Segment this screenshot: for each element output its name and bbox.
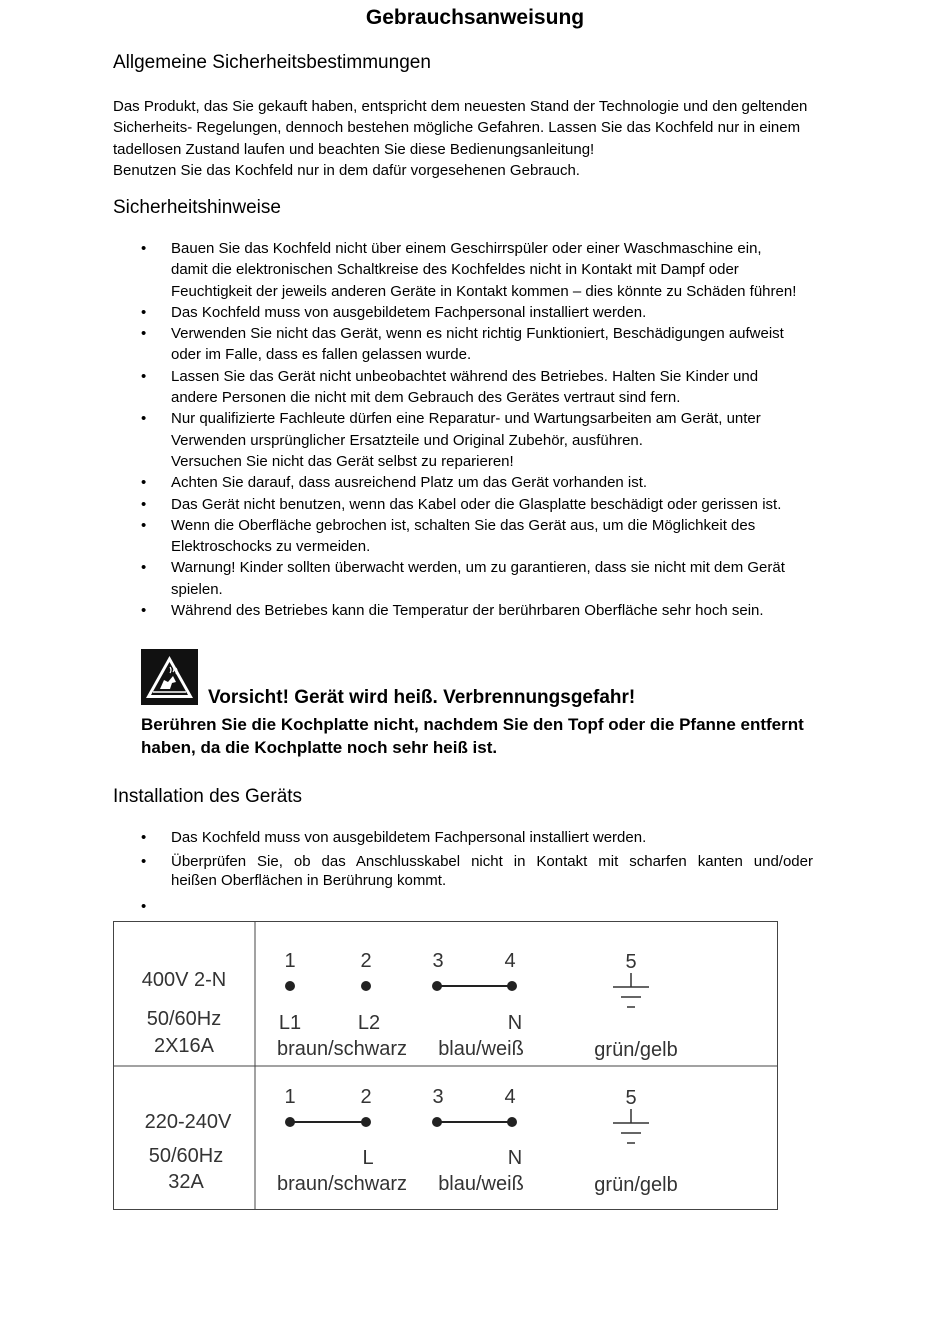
list-item-line: damit die elektronischen Schaltkreise des Kochfeldes nicht in Kontakt mit Dampf oder [171,261,739,279]
list-item [113,600,843,621]
section-heading-installation: Installation des Geräts [113,786,303,807]
wiring-row-230v [145,1086,678,1196]
bullet-icon: • [141,829,147,846]
line-label: L1 [278,1012,302,1034]
list-item-line [171,896,813,917]
warning-text [141,713,861,759]
bullet-icon: • [141,325,147,343]
list-item-line: Versuchen Sie nicht das Gerät selbst zu reparieren! [171,452,514,470]
wire-color: grün/gelb [594,1174,678,1196]
wire-color: blau/weiß [438,1038,524,1060]
list-item-line: Während des Betriebes kann die Temperatur der berührbaren Oberfläche sehr hoch sein. [171,602,764,620]
bullet-icon: • [141,559,147,577]
general-safety-paragraph [113,96,873,181]
section-heading-general-safety: Allgemeine Sicherheitsbestimmungen [113,52,431,73]
wire-color: braun/schwarz [276,1173,408,1195]
list-item [113,852,813,890]
safety-notes-list [113,238,843,621]
list-item-line: Nur qualifizierte Fachleute dürfen eine Reparatur- und Wartungsarbeiten am Gerät, unter [171,410,761,428]
list-item [113,515,843,558]
list-item [113,827,813,848]
bullet-icon: • [141,516,147,534]
line-label: N [507,1147,523,1169]
wire-color: braun/schwarz [276,1038,408,1060]
list-item [113,472,843,493]
list-item-line: Warnung! Kinder sollten überwacht werden, um zu garantieren, dass sie nicht mit dem Gerät [171,559,785,577]
list-item-line: Das Kochfeld muss von ausgebildetem Fachpersonal installiert werden. [171,829,647,846]
terminal-dot [285,981,295,991]
terminal-number: 1 [284,950,296,972]
warning-headline: Vorsicht! Gerät wird heiß. Verbrennungsgefahr! [208,687,636,708]
hot-surface-warning-icon [141,649,198,705]
spec-current: 2X16A [153,1035,215,1057]
list-item-line: andere Personen die nicht mit dem Gebrauch des Gerätes vertraut sind fern. [171,389,681,407]
terminal-number: 4 [504,1086,516,1108]
terminal-number: 2 [360,950,372,972]
terminal-number: 5 [625,1087,637,1109]
list-item-line: Bauen Sie das Kochfeld nicht über einem Geschirrspüler oder einer Waschmaschine ein, [171,240,762,257]
spec-frequency: 50/60Hz [148,1145,224,1167]
terminal-number: 3 [432,950,444,972]
bullet-icon: • [141,474,147,492]
installation-list [113,827,813,918]
list-item [113,896,813,917]
bullet-icon: • [141,602,147,620]
list-item [113,557,843,600]
section-heading-safety-notes: Sicherheitshinweise [113,197,281,218]
wiring-row-400v [142,950,678,1061]
spec-voltage: 400V 2-N [141,969,227,991]
list-item [113,408,843,472]
list-item [113,494,843,515]
bullet-icon: • [141,495,147,513]
terminal-number: 2 [360,1086,372,1108]
terminal-number: 3 [432,1086,444,1108]
bullet-icon: • [141,898,147,916]
warning-line: Berühren Sie die Kochplatte nicht, nachdem Sie den Topf oder die Pfanne entfernt [141,715,804,734]
wire-color: blau/weiß [438,1173,524,1195]
list-item [113,238,843,302]
list-item-line: Wenn die Oberfläche gebrochen ist, schalten Sie das Gerät aus, um die Möglichkeit des [171,516,756,534]
line-label: L2 [357,1012,381,1034]
paragraph-line: tadellosen Zustand laufen und beachten Sie diese Bedienungsanleitung! [113,140,595,158]
line-label: N [507,1012,523,1034]
terminal-number: 1 [284,1086,296,1108]
list-item-line: Das Kochfeld muss von ausgebildetem Fachpersonal installiert werden. [171,303,647,321]
warning-line: haben, da die Kochplatte noch sehr heiß ist. [141,738,498,757]
paragraph-line: Sicherheits- Regelungen, dennoch bestehen mögliche Gefahren. Lassen Sie das Kochfeld nur in einem [113,119,801,137]
list-item-line: Verwenden Sie nicht das Gerät, wenn es nicht richtig Funktioniert, Beschädigungen aufweist [171,325,784,343]
list-item-line: Achten Sie darauf, dass ausreichend Platz um das Gerät vorhanden ist. [171,474,648,492]
terminal-number: 4 [504,950,516,972]
terminal-number: 5 [625,951,637,973]
terminal-dot [361,981,371,991]
paragraph-line: Das Produkt, das Sie gekauft haben, entspricht dem neuesten Stand der Technologie und den geltenden [113,98,808,115]
bullet-icon: • [141,367,147,385]
spec-voltage: 220-240V [144,1111,232,1133]
bullet-icon: • [141,410,147,428]
line-label: L [362,1147,374,1169]
wiring-diagram [113,921,778,1210]
list-item-line: spielen. [171,580,223,598]
list-item-line: Das Gerät nicht benutzen, wenn das Kabel oder die Glasplatte beschädigt oder gerissen ist. [171,495,782,513]
wire-color: grün/gelb [594,1039,678,1061]
bullet-icon: • [141,303,147,321]
spec-current: 32A [168,1171,204,1193]
list-item-line: Feuchtigkeit der jeweils anderen Geräte in Kontakt kommen – dies könnte zu Schäden führen! [171,282,797,300]
list-item-line: Verwenden ursprünglicher Ersatzteile und Original Zubehör, ausführen. [171,431,643,449]
list-item [113,366,843,409]
spec-frequency: 50/60Hz [146,1008,222,1030]
bullet-icon: • [141,853,147,871]
list-item-line: Lassen Sie das Gerät nicht unbeobachtet während des Betriebes. Halten Sie Kinder und [171,367,759,385]
paragraph-line: Benutzen Sie das Kochfeld nur in dem dafür vorgesehenen Gebrauch. [113,161,580,179]
list-item [113,302,843,323]
list-item-line: Elektroschocks zu vermeiden. [171,538,371,556]
ground-icon [613,1109,649,1143]
list-item-line: Überprüfen Sie, ob das Anschlusskabel nicht in Kontakt mit scharfen kanten und/oder [171,853,813,871]
list-item [113,323,843,366]
bullet-icon: • [141,240,147,257]
list-item-line: heißen Oberflächen in Berührung kommt. [171,872,447,890]
list-item-line: oder im Falle, dass es fallen gelassen wurde. [171,346,472,364]
page-title: Gebrauchsanweisung [365,6,585,29]
ground-icon [613,973,649,1007]
